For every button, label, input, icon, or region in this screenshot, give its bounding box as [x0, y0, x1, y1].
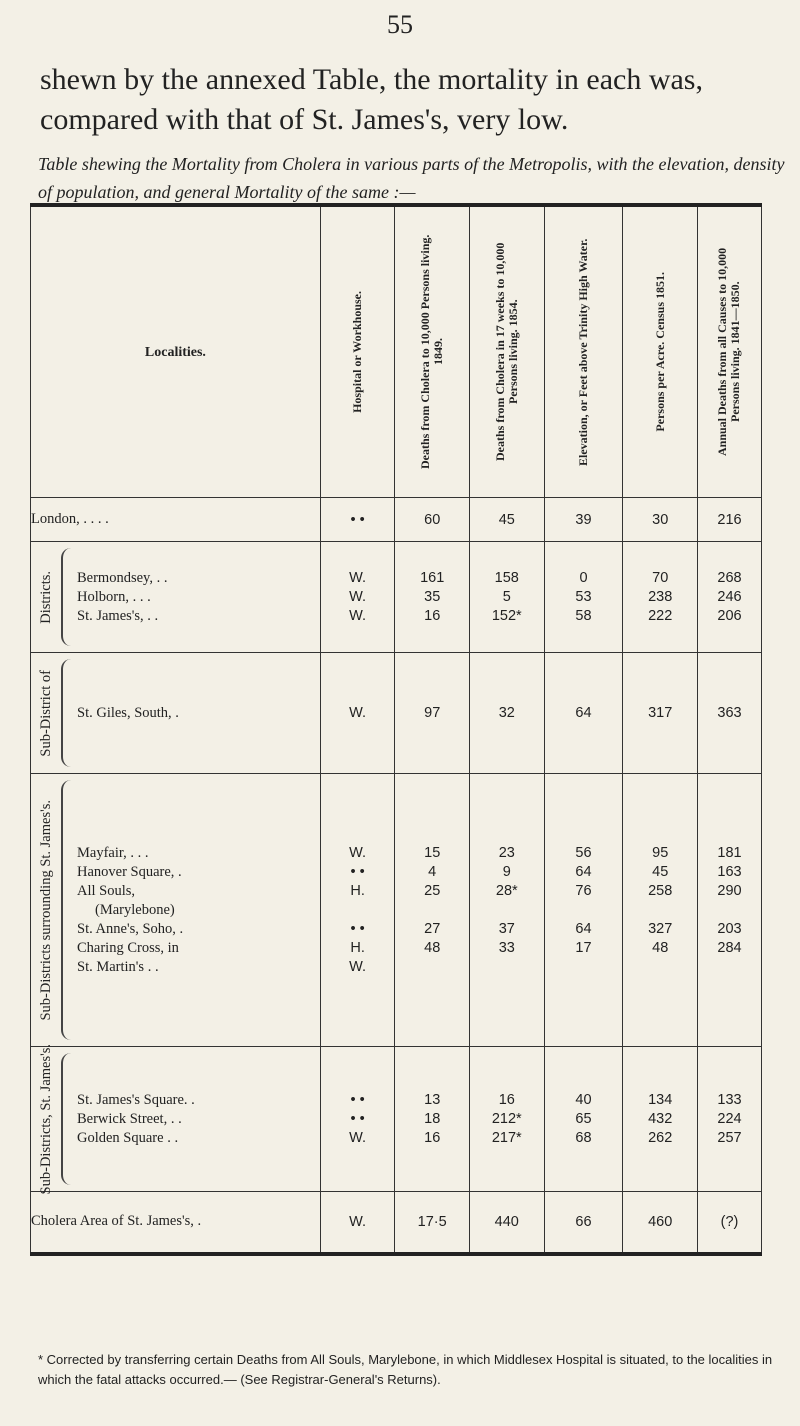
- table-caption: Table shewing the Mortality from Cholera in various parts of the Metropolis, with the elevation, density of population, and general Mortality of the same :—: [38, 154, 785, 202]
- cell: H.: [350, 939, 365, 956]
- cell: 15: [424, 844, 441, 861]
- row-cholera-area: [31, 1192, 762, 1254]
- mortality-table: [30, 203, 762, 1256]
- cell: 64: [575, 863, 592, 880]
- cell: 327: [648, 920, 673, 937]
- surrounding-label: Sub-Districts surrounding St. James's.: [38, 799, 54, 1021]
- cell: 23: [498, 844, 515, 861]
- cell: • •: [350, 1091, 365, 1108]
- cell: W.: [349, 958, 367, 975]
- cell: 4: [428, 863, 437, 880]
- district-name: Bermondsey, . .: [77, 569, 168, 586]
- cell: 9: [502, 863, 511, 880]
- cell: 152*: [491, 607, 522, 624]
- cell: 16: [498, 1091, 515, 1108]
- cell: 48: [424, 939, 441, 956]
- cell: 222: [648, 607, 673, 624]
- cell: • •: [350, 863, 365, 880]
- cell: W.: [349, 588, 367, 605]
- header-deaths-1854: Deaths from Cholera in 17 weeks to 10,000 Persons living. 1854.: [469, 205, 544, 498]
- cell: 203: [717, 920, 742, 937]
- cell: 363: [717, 704, 742, 721]
- cell: 290: [717, 882, 742, 899]
- cell: 64: [575, 704, 592, 721]
- header-deaths-1849: Deaths from Cholera to 10,000 Persons living. 1849.: [395, 205, 470, 498]
- group-stjames-subdistricts: [31, 1047, 762, 1192]
- subdistrict-name-cont: St. Martin's . .: [77, 958, 159, 975]
- cell: 217*: [491, 1129, 522, 1146]
- footnote: * Corrected by transferring certain Deaths from All Souls, Marylebone, in which Middlesex Hospital is situated, to the localities in which the fatal attacks occurred.— (See Registrar-General's Returns).: [38, 1352, 773, 1387]
- cell: 133: [717, 1091, 742, 1108]
- cell: 25: [424, 882, 441, 899]
- cell: 65: [575, 1110, 592, 1127]
- cell: 258: [648, 882, 673, 899]
- page-number: 55: [387, 10, 413, 39]
- cell: 27: [424, 920, 441, 937]
- cell: • •: [350, 920, 365, 937]
- cell: 460: [623, 1192, 698, 1254]
- cell: 56: [575, 844, 592, 861]
- row-london: [31, 498, 762, 542]
- subdistrict-name: Charing Cross, in: [77, 939, 179, 956]
- cell: 432: [648, 1110, 673, 1127]
- cell: 17·5: [395, 1192, 470, 1254]
- cell: 28*: [495, 882, 518, 899]
- london-d1849: 60: [395, 498, 470, 542]
- london-elev: 39: [544, 498, 623, 542]
- cell: W.: [349, 607, 367, 624]
- cell: 35: [424, 588, 441, 605]
- subdistrict-name: Golden Square . .: [77, 1129, 179, 1146]
- districts-label: Districts.: [38, 570, 54, 624]
- subdistrict-of-label: Sub-District of: [38, 669, 54, 757]
- london-ppa: 30: [623, 498, 698, 542]
- cell: 70: [652, 569, 669, 586]
- cell: 68: [575, 1129, 592, 1146]
- header-elevation: Elevation, or Feet above Trinity High Water.: [544, 205, 623, 498]
- cell: 33: [498, 939, 515, 956]
- header-localities: Localities.: [31, 205, 321, 498]
- subdistrict-name: Hanover Square, .: [77, 863, 182, 880]
- brace: [61, 548, 77, 646]
- cell: 58: [575, 607, 592, 624]
- cell: 246: [717, 588, 742, 605]
- cell: 37: [498, 920, 515, 937]
- cell: 284: [717, 939, 742, 956]
- cell: 181: [717, 844, 742, 861]
- cell: 97: [424, 704, 441, 721]
- cell: 163: [717, 863, 742, 880]
- subdistrict-name: Berwick Street, . .: [77, 1110, 182, 1127]
- london-d1854: 45: [469, 498, 544, 542]
- cell: 262: [648, 1129, 673, 1146]
- cell: 45: [652, 863, 669, 880]
- cell: 53: [575, 588, 592, 605]
- cell: (?): [697, 1192, 761, 1254]
- header-hospital: Hospital or Workhouse.: [320, 205, 395, 498]
- group-districts: [31, 542, 762, 653]
- cell: 48: [652, 939, 669, 956]
- brace: [61, 780, 77, 1040]
- subdistrict-name: St. Giles, South, .: [77, 704, 179, 721]
- cell: W.: [349, 569, 367, 586]
- cell: W.: [349, 844, 367, 861]
- london-annual: 216: [697, 498, 761, 542]
- cell: • •: [350, 1110, 365, 1127]
- district-name: Holborn, . . .: [77, 588, 151, 605]
- cell: 317: [648, 704, 673, 721]
- cell: 64: [575, 920, 592, 937]
- subdistrict-name: St. James's Square. .: [77, 1091, 195, 1108]
- stjames-subdistricts-label: Sub-Districts, St. James's.: [38, 1043, 54, 1195]
- cell: 16: [424, 1129, 441, 1146]
- cell: 224: [717, 1110, 742, 1127]
- cell: 17: [575, 939, 592, 956]
- group-surrounding: [31, 774, 762, 1047]
- header-row: [31, 205, 762, 498]
- subdistrict-name: All Souls,: [77, 882, 136, 899]
- cell: 40: [575, 1091, 592, 1108]
- cell: 66: [544, 1192, 623, 1254]
- cell: 158: [494, 569, 519, 586]
- cell: 134: [648, 1091, 673, 1108]
- cell: 5: [502, 588, 511, 605]
- cell: 238: [648, 588, 673, 605]
- cell: 206: [717, 607, 742, 624]
- cell: 440: [469, 1192, 544, 1254]
- subdistrict-name-cont: (Marylebone): [95, 901, 175, 918]
- brace: [61, 1053, 77, 1185]
- cell: H.: [350, 882, 365, 899]
- cell: 76: [575, 882, 592, 899]
- group-subdistrict-of: [31, 653, 762, 774]
- cell: 18: [424, 1110, 441, 1127]
- cell: 0: [579, 569, 588, 586]
- brace: [61, 659, 77, 767]
- cell: 212*: [491, 1110, 522, 1127]
- intro-paragraph: shewn by the annexed Table, the mortality in each was, compared with that of St. James's, very low.: [40, 63, 703, 136]
- cell: 16: [424, 607, 441, 624]
- header-persons-per-acre: Persons per Acre. Census 1851.: [623, 205, 698, 498]
- cell: 32: [498, 704, 515, 721]
- subdistrict-name: Mayfair, . . .: [77, 844, 149, 861]
- cell: 161: [420, 569, 445, 586]
- london-name: London, . . . .: [31, 498, 321, 542]
- cell: 268: [717, 569, 742, 586]
- cell: 13: [424, 1091, 441, 1108]
- cell: 95: [652, 844, 669, 861]
- subdistrict-name: St. Anne's, Soho, .: [77, 920, 184, 937]
- london-hospital: • •: [320, 498, 395, 542]
- header-annual-deaths: Annual Deaths from all Causes to 10,000 Persons living. 1841—1850.: [697, 205, 761, 498]
- district-name: St. James's, . .: [77, 607, 159, 624]
- cell: W.: [320, 1192, 395, 1254]
- cell: W.: [349, 704, 367, 721]
- cell: W.: [349, 1129, 367, 1146]
- cholera-area-name: Cholera Area of St. James's, .: [31, 1192, 321, 1254]
- cell: 257: [717, 1129, 742, 1146]
